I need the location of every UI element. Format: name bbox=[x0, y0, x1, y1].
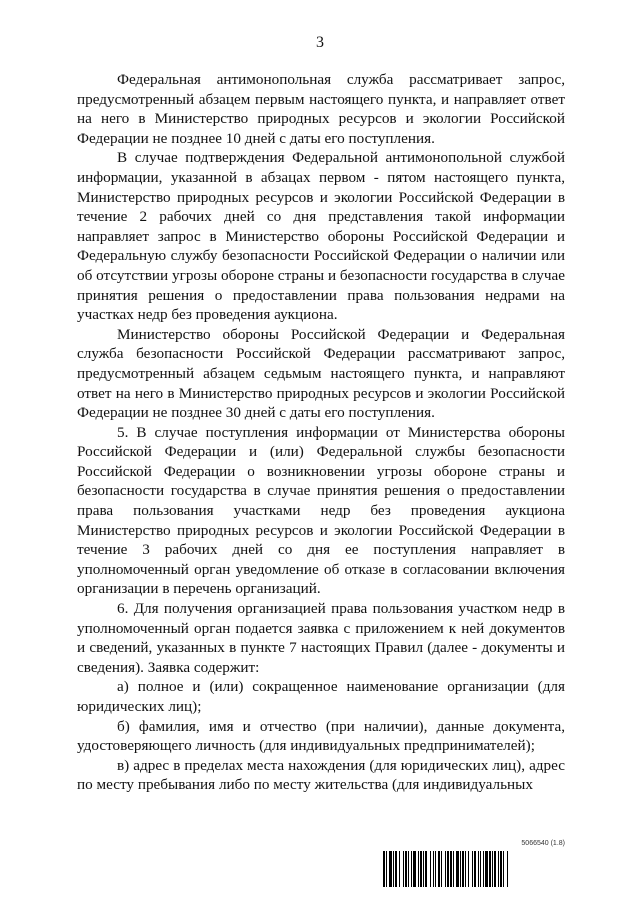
barcode bbox=[383, 851, 565, 887]
paragraph: 6. Для получения организацией права пользования участком недр в уполномоченный орган подается заявка с приложением к ней документов и сведений, указанных в пункте 7 настоящих Правил (далее - документы и сведения). Заявка содержит: bbox=[77, 600, 565, 676]
paragraph: 5. В случае поступления информации от Министерства обороны Российской Федерации и (или) Федеральной службы безопасности Российской Федерации о возникновении угрозы обороне страны и безопасности государства в случае принятия решения о предоставлении права пользования участками недр без проведения аукциона Министерство природных ресурсов и экологии Российской Федерации в течение 3 рабочих дней со дня ее поступления направляет в уполномоченный орган уведомление об отказе в согласовании включения организации в перечень организаций. bbox=[77, 423, 565, 598]
paragraph: Федеральная антимонопольная служба рассматривает запрос, предусмотренный абзацем первым настоящего пункта, и направляет ответ на него в Министерство природных ресурсов и экологии Российской Федерации не позднее 10 дней с даты его поступления. bbox=[77, 71, 565, 147]
page-number: 3 bbox=[316, 34, 324, 51]
barcode-id: 5066540 (1.8) bbox=[521, 840, 565, 847]
barcode-gap bbox=[508, 851, 510, 887]
barcode-block bbox=[383, 840, 565, 888]
paragraph: б) фамилия, имя и отчество (при наличии), данные документа, удостоверяющего личность (для индивидуальных предпринимателей); bbox=[77, 717, 565, 755]
paragraph: Министерство обороны Российской Федерации и Федеральная служба безопасности Российской Федерации рассматривают запрос, предусмотренный абзацем седьмым настоящего пункта, и направляют ответ на него в Министерство природных ресурсов и экологии Российской Федерации не позднее 30 дней с даты его поступления. bbox=[77, 325, 565, 422]
paragraph: В случае подтверждения Федеральной антимонопольной службой информации, указанной в абзацах первом - пятом настоящего пункта, Министерство природных ресурсов и экологии Российской Федерации в течение 2 рабочих дней со дня представления такой информации направляет запрос в Министерство обороны Российской Федерации и Федеральную службу безопасности Российской Федерации о наличии или об отсутствии угрозы обороне страны и безопасности государства в случае принятия решения о предоставлении права пользования недрами на участках недр без проведения аукциона. bbox=[77, 149, 565, 324]
document-body bbox=[77, 70, 565, 795]
paragraph: а) полное и (или) сокращенное наименование организации (для юридических лиц); bbox=[77, 678, 565, 715]
paragraph: в) адрес в пределах места нахождения (для юридических лиц), адрес по месту пребывания либо по месту жительства (для индивидуальных bbox=[77, 756, 565, 794]
